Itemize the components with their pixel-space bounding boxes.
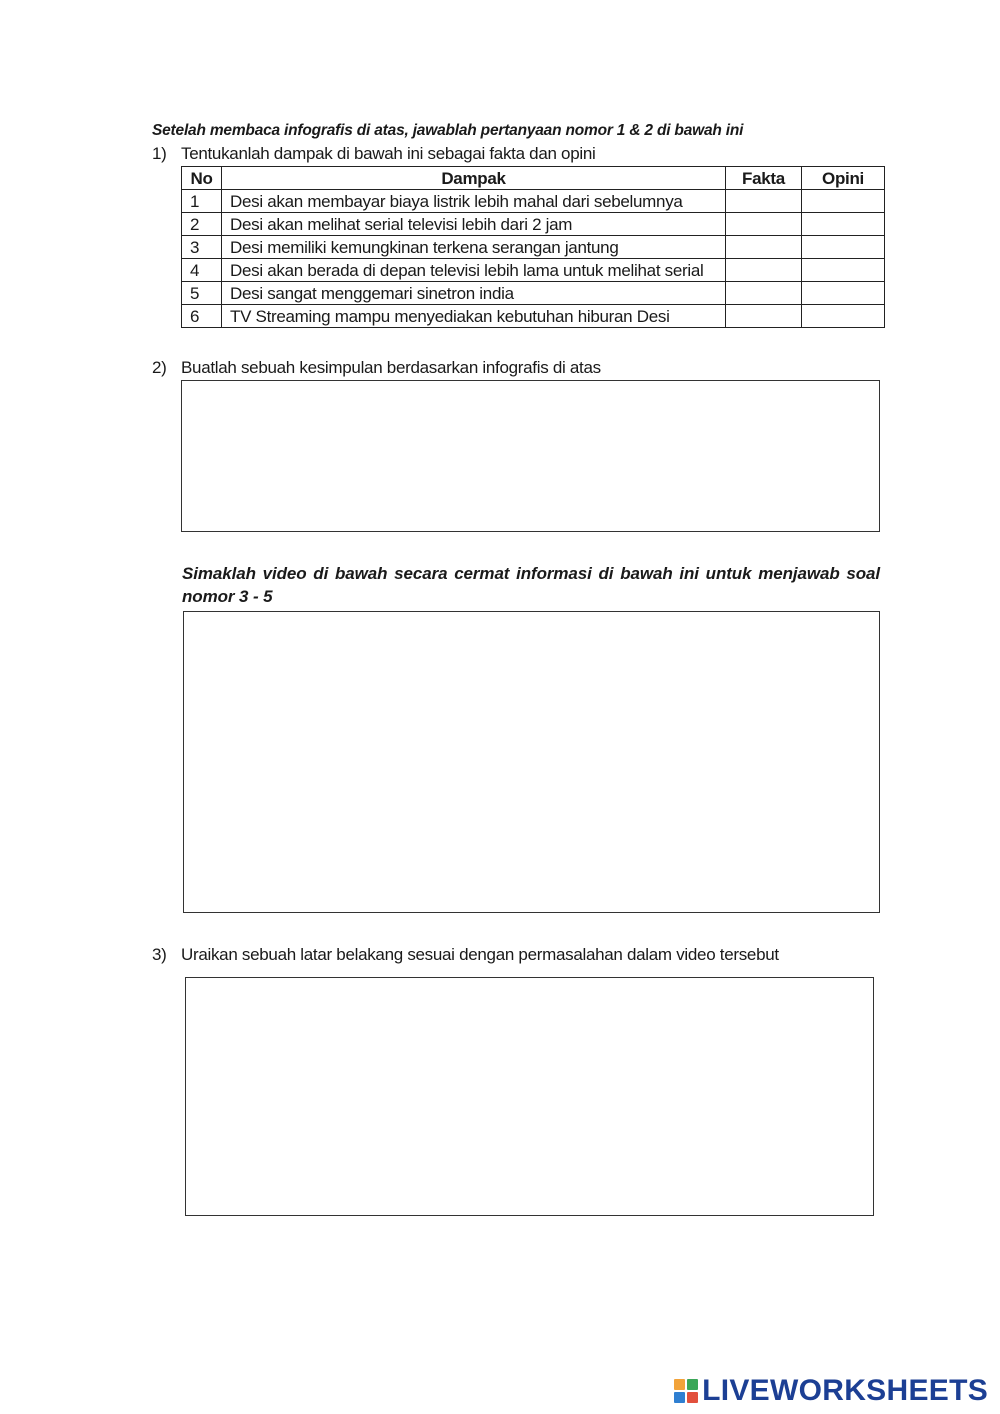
opini-answer-cell[interactable] (802, 213, 885, 236)
fakta-answer-cell[interactable] (726, 259, 802, 282)
logo-mark-tile (674, 1379, 685, 1390)
table-row (182, 236, 885, 259)
question-2-text: Buatlah sebuah kesimpulan berdasarkan infografis di atas (181, 358, 601, 377)
opini-answer-cell[interactable] (802, 190, 885, 213)
header-opini: Opini (802, 167, 885, 190)
video-instruction: Simaklah video di bawah secara cermat informasi di bawah ini untuk menjawab soal nomor 3 - 5 (182, 564, 880, 606)
logo-mark-tile (687, 1379, 698, 1390)
row-number: 3 (182, 236, 222, 259)
fakta-answer-cell[interactable] (726, 282, 802, 305)
table-row (182, 259, 885, 282)
fakta-answer-cell[interactable] (726, 190, 802, 213)
header-no: No (182, 167, 222, 190)
row-number: 1 (182, 190, 222, 213)
row-dampak: Desi akan membayar biaya listrik lebih mahal dari sebelumnya (222, 190, 726, 213)
row-number: 5 (182, 282, 222, 305)
table-row (182, 305, 885, 328)
question-3-number: 3) (152, 945, 167, 964)
question-1-number: 1) (152, 144, 167, 163)
row-dampak: Desi sangat menggemari sinetron india (222, 282, 726, 305)
fact-opinion-table (181, 166, 885, 328)
question-3-answer-box[interactable] (185, 977, 874, 1216)
logo-mark-tile (687, 1392, 698, 1403)
table-row (182, 282, 885, 305)
question-3-text: Uraikan sebuah latar belakang sesuai dengan permasalahan dalam video tersebut (181, 945, 779, 964)
opini-answer-cell[interactable] (802, 282, 885, 305)
row-number: 2 (182, 213, 222, 236)
header-fakta: Fakta (726, 167, 802, 190)
fakta-answer-cell[interactable] (726, 305, 802, 328)
question-2-answer-box[interactable] (181, 380, 880, 532)
table-row (182, 190, 885, 213)
logo-mark-icon (674, 1379, 698, 1403)
table-row (182, 213, 885, 236)
video-placeholder[interactable] (183, 611, 880, 913)
logo-mark-tile (674, 1392, 685, 1403)
row-dampak: TV Streaming mampu menyediakan kebutuhan hiburan Desi (222, 305, 726, 328)
row-dampak: Desi akan melihat serial televisi lebih dari 2 jam (222, 213, 726, 236)
fakta-answer-cell[interactable] (726, 236, 802, 259)
row-dampak: Desi memiliki kemungkinan terkena serangan jantung (222, 236, 726, 259)
row-dampak: Desi akan berada di depan televisi lebih lama untuk melihat serial (222, 259, 726, 282)
logo-text: LIVEWORKSHEETS (702, 1374, 988, 1407)
fakta-answer-cell[interactable] (726, 213, 802, 236)
opini-answer-cell[interactable] (802, 305, 885, 328)
question-2-number: 2) (152, 358, 167, 377)
row-number: 4 (182, 259, 222, 282)
question-1-text: Tentukanlah dampak di bawah ini sebagai fakta dan opini (181, 144, 596, 163)
opini-answer-cell[interactable] (802, 259, 885, 282)
row-number: 6 (182, 305, 222, 328)
liveworksheets-logo (674, 1374, 988, 1408)
intro-instruction: Setelah membaca infografis di atas, jawablah pertanyaan nomor 1 & 2 di bawah ini (152, 122, 744, 139)
header-dampak: Dampak (222, 167, 726, 190)
table-header-row (182, 167, 885, 190)
opini-answer-cell[interactable] (802, 236, 885, 259)
